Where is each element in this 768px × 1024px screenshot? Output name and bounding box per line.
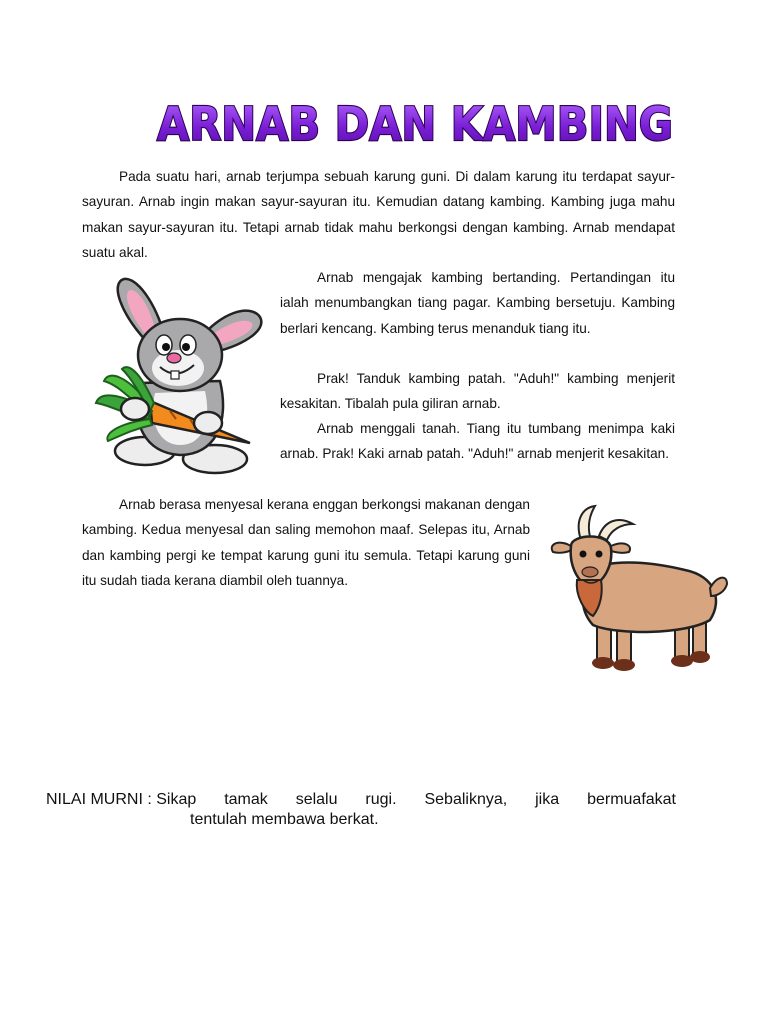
rabbit-illustration bbox=[90, 273, 270, 483]
goat-illustration bbox=[545, 500, 730, 675]
story-paragraph-3: Prak! Tanduk kambing patah. "Aduh!" kambing menjerit kesakitan. Tibalah pula giliran arnab. bbox=[280, 371, 675, 412]
page-title bbox=[150, 94, 680, 150]
story-paragraph-2: Arnab mengajak kambing bertanding. Pertandingan itu ialah menumbangkan tiang pagar. Kambing bersetuju. Kambing berlari kencang. Kambing terus menanduk tiang itu. bbox=[280, 270, 675, 336]
story-paragraph-4: Arnab menggali tanah. Tiang itu tumbang menimpa kaki arnab. Prak! Kaki arnab patah. "Aduh!" arnab menjerit kesakitan. bbox=[280, 421, 675, 462]
story-paragraph-5: Arnab berasa menyesal kerana enggan berkongsi makanan dengan kambing. Kedua menyesal dan saling memohon maaf. Selepas itu, Arnab dan kambing pergi ke tempat karung guni itu semula. Tetapi karung guni itu sudah tiada kerana diambil oleh tuannya. bbox=[82, 497, 530, 588]
moral-label: NILAI MURNI : bbox=[46, 791, 157, 808]
moral-text-line2: tentulah membawa berkat. bbox=[190, 811, 379, 828]
moral-value bbox=[46, 790, 676, 830]
page-title-text: ARNAB DAN KAMBING bbox=[157, 97, 673, 150]
story-paragraph-1: Pada suatu hari, arnab terjumpa sebuah karung guni. Di dalam karung itu terdapat sayur-sayuran. Arnab ingin makan sayur-sayuran itu. Kemudian datang kambing. Kambing juga mahu makan sayur-sayuran itu. Tetapi arnab tidak mahu berkongsi dengan kambing. Arnab mendapat suatu akal. bbox=[82, 169, 675, 260]
moral-text-line1: Sikap tamak selalu rugi. Sebaliknya, jika bermuafakat bbox=[156, 791, 676, 808]
